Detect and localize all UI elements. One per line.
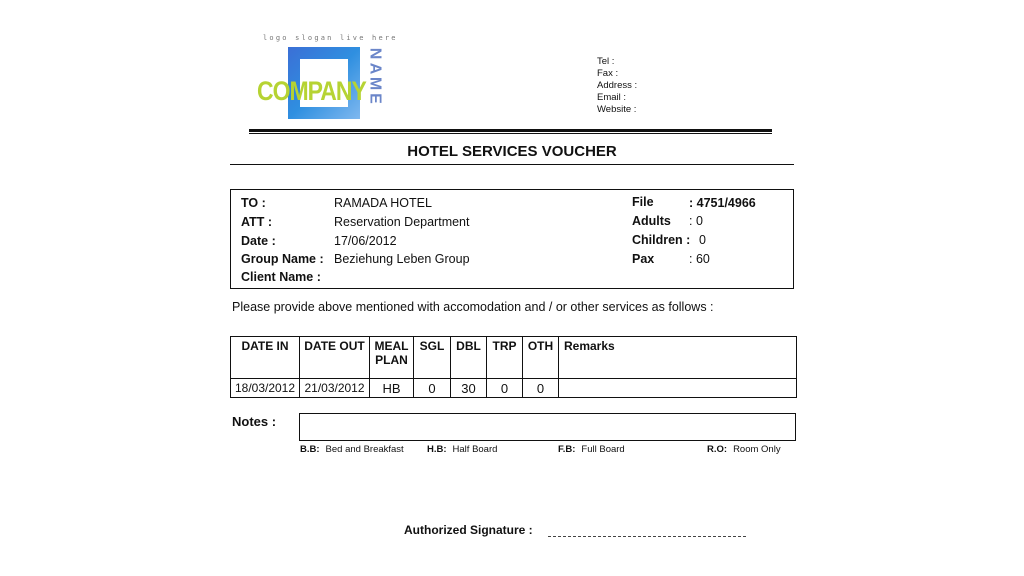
cell-dbl: 30 [451,379,487,398]
client-name-label: Client Name : [241,270,321,284]
col-date-in: DATE IN [231,337,300,379]
children-value: 0 [699,233,706,247]
logo-company-text: COMPANY [257,75,366,106]
contact-tel: Tel : [597,56,615,67]
company-logo [255,32,405,132]
table-header-row [231,337,797,379]
contact-block [597,56,637,116]
col-dbl: DBL [451,337,487,379]
col-remarks: Remarks [559,337,797,379]
notes-label: Notes : [232,414,277,429]
notes-box [299,413,796,441]
cell-sgl: 0 [414,379,451,398]
adults-value: : 0 [689,214,703,228]
legend-code: F.B: [558,444,576,455]
cell-remarks [559,379,797,398]
legend-ro [707,444,781,455]
legend-code: B.B: [300,444,320,455]
cell-meal-plan: HB [370,379,414,398]
logo-slogan: logo slogan live here [263,34,398,42]
date-value: 17/06/2012 [334,234,397,248]
signature-label: Authorized Signature : [404,523,533,537]
contact-website: Website : [597,104,637,115]
legend-hb [427,444,497,455]
group-name-label: Group Name : [241,252,324,266]
col-meal-plan: MEAL PLAN [370,337,414,379]
legend-code: H.B: [427,444,447,455]
booking-table [230,336,797,398]
table-row [231,379,797,398]
legend-text: Room Only [733,444,781,455]
voucher-info-box [230,189,794,289]
voucher-title: HOTEL SERVICES VOUCHER [407,143,617,160]
cell-date-out: 21/03/2012 [300,379,370,398]
legend-text: Full Board [581,444,625,455]
pax-label: Pax [632,252,655,266]
title-underline [230,164,794,165]
col-trp: TRP [487,337,523,379]
file-label: File [632,195,654,209]
legend-fb [558,444,625,455]
group-name-value: Beziehung Leben Group [334,252,470,266]
logo-name-text: N A M E [366,47,384,104]
col-oth: OTH [523,337,559,379]
date-label: Date : [241,234,276,248]
file-value: : 4751/4966 [689,196,756,210]
header-divider-thin [249,133,772,134]
legend-text: Half Board [452,444,498,455]
legend-code: R.O: [707,444,728,455]
legend-text: Bed and Breakfast [325,444,404,455]
adults-label: Adults [632,214,671,228]
contact-fax: Fax : [597,68,619,79]
legend-bb [300,444,404,455]
contact-email: Email : [597,92,627,103]
cell-oth: 0 [523,379,559,398]
header-divider-thick [249,129,772,132]
col-date-out: DATE OUT [300,337,370,379]
contact-address: Address : [597,80,638,91]
intro-text: Please provide above mentioned with accomodation and / or other services as follows : [232,300,714,314]
att-label: ATT : [241,215,273,229]
cell-trp: 0 [487,379,523,398]
to-label: TO : [241,196,266,210]
children-label: Children : [632,233,691,247]
att-value: Reservation Department [334,215,470,229]
to-value: RAMADA HOTEL [334,196,432,210]
signature-line [548,536,746,537]
col-sgl: SGL [414,337,451,379]
cell-date-in: 18/03/2012 [231,379,300,398]
pax-value: : 60 [689,252,710,266]
